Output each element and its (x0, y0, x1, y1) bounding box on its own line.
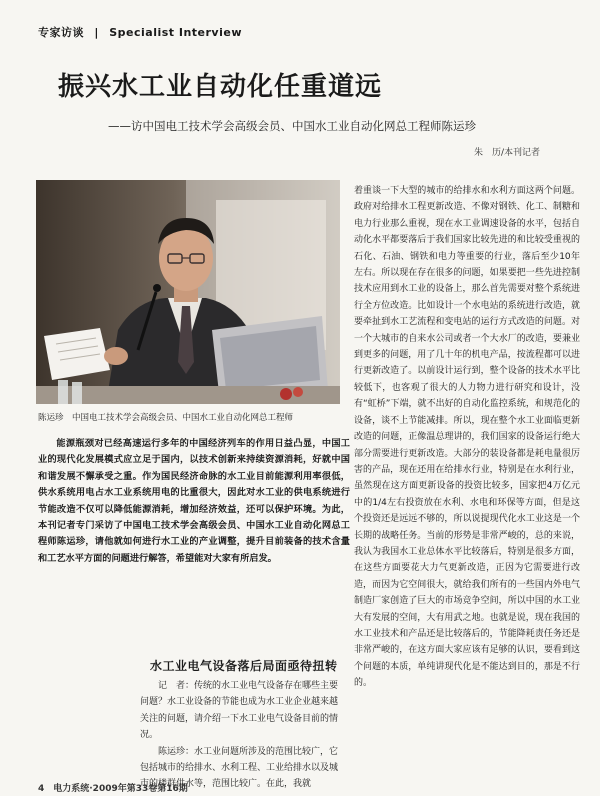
reporter-question: 记 者：传统的水工业电气设备存在哪些主要问题？水工业设备的节能也成为水工业企业越来越关注的问题，请介绍一下水工业电气设备目前的情况。 (140, 681, 339, 741)
article-author: 朱 历/本刊记者 (474, 148, 541, 158)
photo-illustration (36, 180, 340, 404)
page-footer: 4 电力系统·2009年第33卷第16期 (38, 784, 188, 794)
right-column-text: 着重谈一下大型的城市的给排水和水利方面这两个问题。政府对给排水工程更新改造、不像对钢铁、化工、制糖和电力行业那么重视，现在水工业调速设备的水平，包括自动化水平都要落后于我们国家比较先进的和比较受重视的石化、石油、钢铁和电力等重要的行业，落后至少10年左右。所以现在存在很多的问题，如果要把一些先进控制技术应用到水工业的设备上，那么首先需要对整个系统进行全方位改造。比如设计一个水电站的系统进行改造，就要牵扯到水工艺流程和变电站的运行方式改造的问题。对一个大城市的自来水公司或者一个大水厂的改造，要兼业到更多的问题，用了几十年的机电产品，按流程都可以进行更新改造了。以前设计运行到，整个设备的技术水平比较低下，也客观了很大的人力物力进行研究和设计，没有“虹桥”下端，就不出好的自动化监控系统，和规范化的设备，谈不上节能减排。所以，现在整个水工业面临更新改造的问题，正像温总理讲的，我们国家的设备运行绝大部分需要进行更新改造。大部分的装设备都是耗电量很厉害的产品，现在还用在给排水行业，特别是在水利行业，虽然现在这方面更新设备的投资比较多，国家把4万亿元中的1/4左右投资放在水利、水电和环保等方面，但是这个投资还是远远不够的，所以说提现代化水工业这是一个长期的战略任务。当前的形势是非常严峻的，总的来说，我认为我国水工业总体水平比较落后，特别是很多方面，在这些方面要花大力气更新改造，正因为它需要进行改造，而因为它空间很大，就给我们所有的一些国内外电气制造厂家创造了巨大的市场竞争空间，所以中国的水工业大有发展的空间，大有用武之地。也就是说，现在我国的水工业技术和产品还是比较落后的，节能降耗责任务还是非常严峻的，在这方面大家应该有足够的认识，要看到这个问题的本质，单纯讲现代化是不能达到目的，那是不行的。 (354, 186, 580, 689)
section-header (38, 24, 242, 40)
header-separator: | (94, 26, 99, 39)
article-title: 振兴水工业自动化任重道远 (58, 72, 383, 102)
section-heading: 水工业电气设备落后局面亟待扭转 (150, 659, 338, 673)
photo-caption: 陈运珍 中国电工技术学会高级会员、中国水工业自动化网总工程师 (38, 413, 294, 423)
section-name-cn: 专家访谈 (38, 26, 84, 39)
right-column (354, 183, 580, 692)
section-name-en: Specialist Interview (109, 26, 242, 39)
intro-paragraph: 能源瓶颈对已经高速运行多年的中国经济列车的作用日益凸显，中国工业的现代化发展模式应立足于国内，以技术创新来持续资源消耗，好就中国和谐发展不懈承受之重。作为国民经济命脉的水工业目前能源利用率很低，供水系统用电占水工业系统用电的比重很大，因此对水工业的供电系统进行节能改造不仅可以降低能源消耗，增加经济效益，还可以保护环境。为此，本刊记者专门采访了中国电工技术学会高级会员、中国水工业自动化网总工程师陈运珍，请他就如何进行水工业的产业调整，提升目前装备的技术含量和工艺水平方面的问题进行解答，希望能对大家有所启发。 (38, 438, 350, 564)
interview-photo (36, 180, 340, 404)
article-subtitle: ——访中国电工技术学会高级会员、中国水工业自动化网总工程师陈运珍 (108, 119, 476, 133)
interviewee-answer: 陈运珍：水工业问题所涉及的范围比较广，它包括城市的给排水、水利工程、工业给排水以及城市的楼群供水等，范围比较广。在此，我就 (140, 746, 339, 790)
section-body (140, 678, 338, 793)
